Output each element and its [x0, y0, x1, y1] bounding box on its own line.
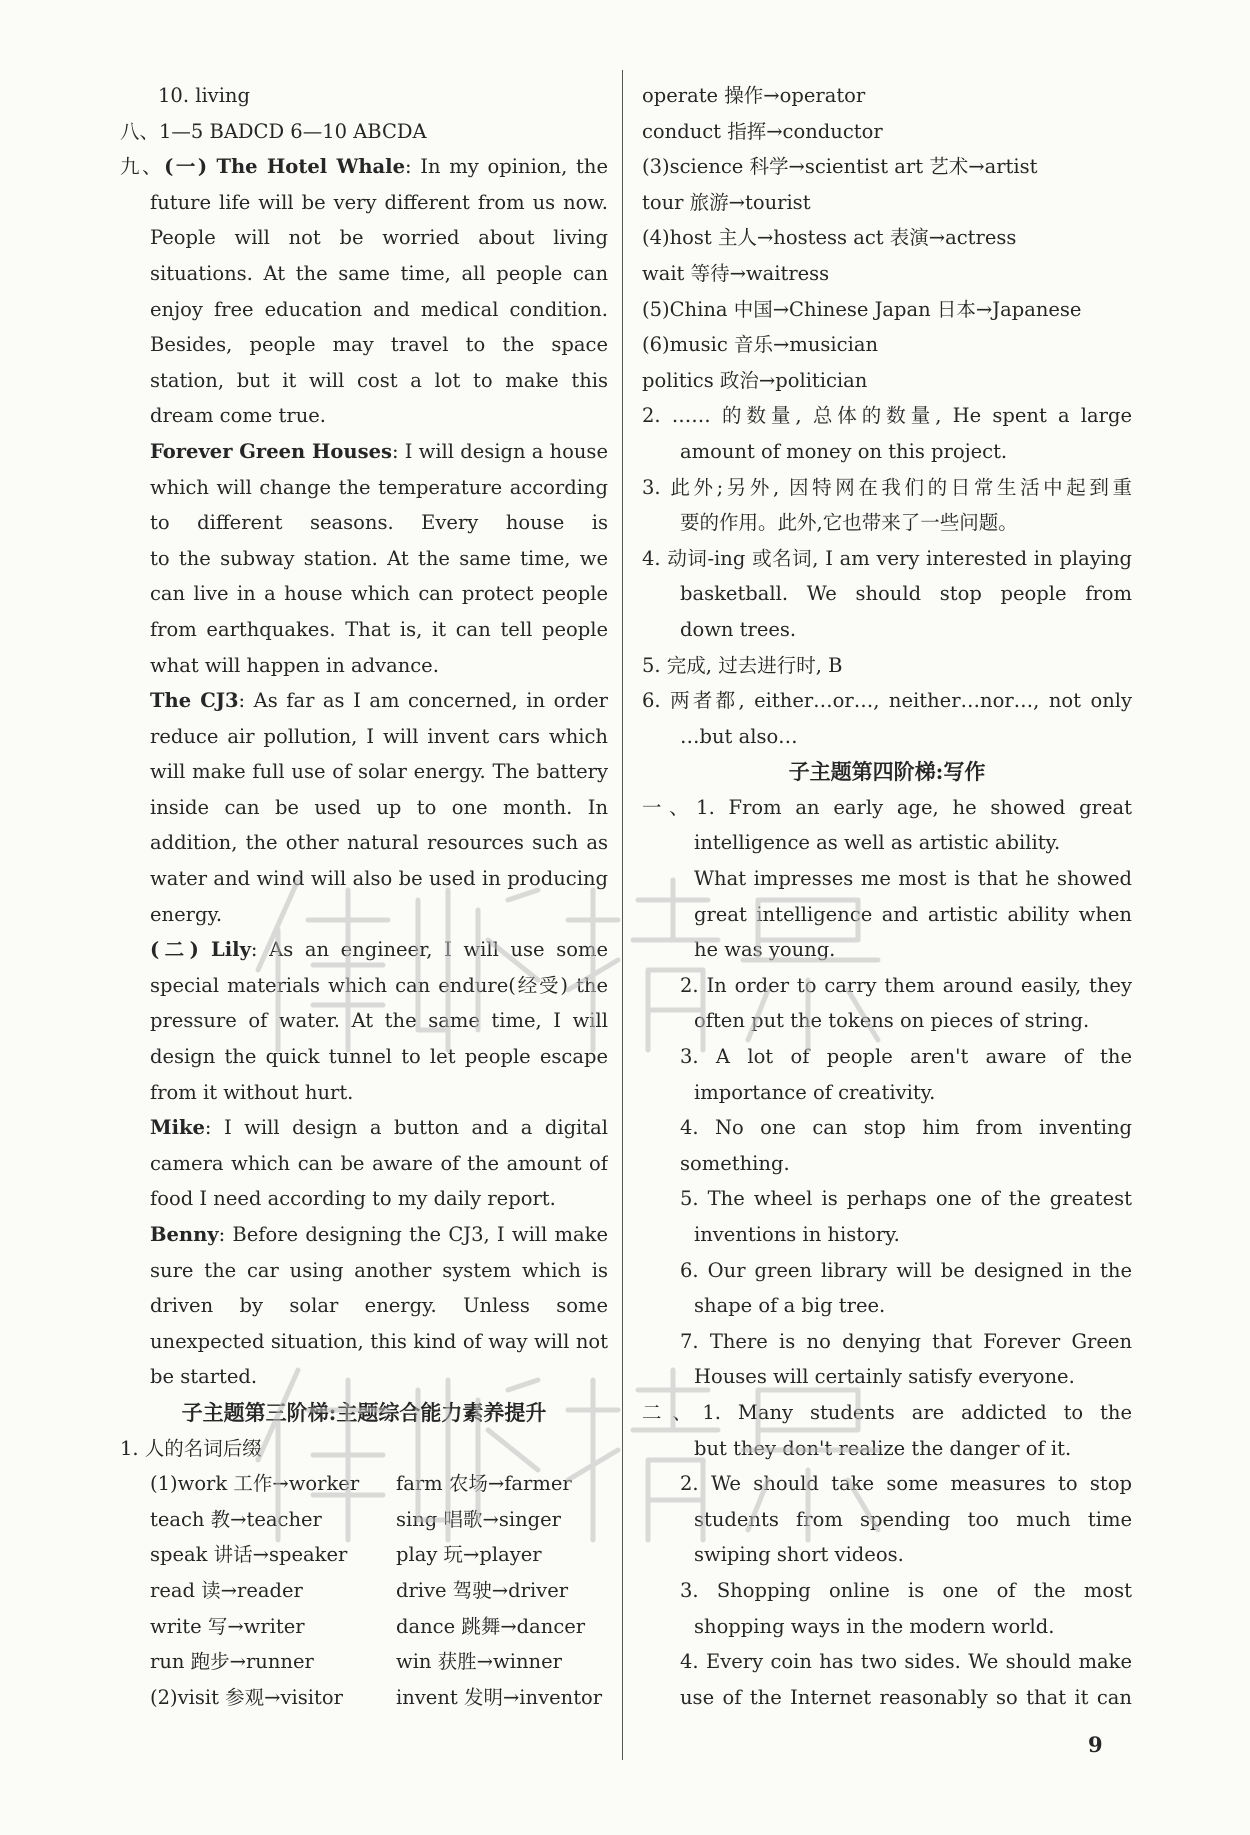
text-line: 2. We should take some measures to stop — [680, 1472, 1132, 1496]
suffix-word: run 跑步→runner — [150, 1650, 314, 1674]
text-line: pressure of water. At the same time, I will — [150, 1009, 608, 1033]
text-line: The CJ3: As far as I am concerned, in order — [150, 689, 608, 713]
text-line: from it without hurt. — [150, 1080, 354, 1104]
suffix-word: write 写→writer — [150, 1614, 305, 1638]
text-line: What impresses me most is that he showed — [694, 867, 1132, 891]
text-line: great intelligence and artistic ability when — [694, 902, 1132, 926]
text-line: (二) Lily: As an engineer, I will use some — [150, 938, 608, 962]
text-line: to different seasons. Every house is — [150, 511, 608, 535]
text-line: 二、1. Many students are addicted to the — [642, 1400, 1132, 1424]
suffix-word: farm 农场→farmer — [396, 1472, 572, 1496]
text-line: Mike: I will design a button and a digital — [150, 1116, 608, 1140]
section-heading: 子主题第四阶梯:写作 — [788, 759, 986, 785]
text-line: (6)music 音乐→musician — [642, 333, 879, 357]
text-line: 7. There is no denying that Forever Green — [680, 1329, 1132, 1353]
text-line: (5)China 中国→Chinese Japan 日本→Japanese — [642, 297, 1082, 321]
text-line: Benny: Before designing the CJ3, I will make — [150, 1223, 608, 1246]
suffix-word: speak 讲话→speaker — [150, 1543, 348, 1567]
text-line: Forever Green Houses: I will design a house — [150, 439, 608, 463]
text-line: design the quick tunnel to let people escape — [150, 1045, 608, 1069]
text-line: camera which can be aware of the amount of — [150, 1151, 608, 1175]
text-line: basketball. We should stop people from — [680, 582, 1132, 606]
text-line: students from spending too much time — [694, 1507, 1132, 1531]
suffix-row — [120, 1502, 608, 1538]
text-line: swiping short videos. — [694, 1543, 904, 1567]
right-column — [642, 78, 1132, 1715]
text-line: …but also… — [680, 724, 798, 748]
text-line: sure the car using another system which is — [150, 1258, 608, 1282]
text-line: 要的作用。此外,它也带来了一些问题。 — [680, 511, 1018, 535]
text-line: wait 等待→waitress — [642, 261, 830, 285]
text-line: 1. 人的名词后缀 — [120, 1436, 262, 1460]
suffix-row — [120, 1644, 608, 1680]
suffix-row — [120, 1573, 608, 1609]
text-line: will make full use of solar energy. The battery — [150, 760, 608, 784]
text-line: politics 政治→politician — [642, 368, 868, 392]
text-line: which will change the temperature according — [150, 475, 608, 499]
text-line: tour 旅游→tourist — [642, 190, 811, 214]
text-line: inventions in history. — [694, 1223, 900, 1246]
suffix-word: win 获胜→winner — [396, 1650, 562, 1674]
suffix-word: invent 发明→inventor — [396, 1685, 603, 1709]
text-line: can live in a house which can protect people — [150, 582, 608, 606]
text-line: driven by solar energy. Unless some — [150, 1294, 608, 1318]
text-line: unexpected situation, this kind of way will not — [150, 1329, 608, 1353]
text-line: operate 操作→operator — [642, 84, 866, 107]
left-column — [120, 78, 608, 1715]
text-line: 4. 动词-ing 或名词, I am very interested in playing — [642, 546, 1132, 570]
text-line: be started. — [150, 1365, 258, 1389]
suffix-word: (2)visit 参观→visitor — [150, 1685, 343, 1709]
text-line: water and wind will also be used in producing — [150, 867, 608, 891]
text-line: Besides, people may travel to the space — [150, 333, 608, 357]
text-line: 6. 两者都, either…or…, neither…nor…, not only — [642, 689, 1132, 713]
suffix-word: (1)work 工作→worker — [150, 1472, 360, 1496]
text-line: station, but it will cost a lot to make this — [150, 368, 608, 392]
text-line: situations. At the same time, all people can — [150, 261, 608, 285]
suffix-row — [120, 1466, 608, 1502]
text-line: addition, the other natural resources such as — [150, 831, 608, 855]
text-line: 八、1—5 BADCD 6—10 ABCDA — [120, 119, 427, 143]
suffix-word: drive 驾驶→driver — [396, 1578, 569, 1602]
text-line: (4)host 主人→hostess act 表演→actress — [642, 226, 1017, 250]
text-line: energy. — [150, 902, 223, 926]
text-line: food I need according to my daily report. — [150, 1187, 556, 1211]
text-line: 九、(一) The Hotel Whale: In my opinion, the — [120, 155, 608, 179]
suffix-word: teach 教→teacher — [150, 1507, 322, 1531]
text-line: 2. In order to carry them around easily, they — [680, 973, 1132, 997]
text-line: 4. No one can stop him from inventing — [680, 1116, 1132, 1140]
text-line: inside can be used up to one month. In — [150, 795, 608, 819]
text-line: often put the tokens on pieces of string. — [694, 1009, 1090, 1033]
text-line: to the subway station. At the same time, we — [150, 546, 608, 570]
text-line: what will happen in advance. — [150, 653, 439, 677]
text-line: use of the Internet reasonably so that it can — [680, 1685, 1132, 1709]
text-line: but they don't realize the danger of it. — [694, 1436, 1072, 1460]
text-line: 一、1. From an early age, he showed great — [642, 795, 1132, 819]
section-heading: 子主题第三阶梯:主题综合能力素养提升 — [181, 1399, 547, 1425]
text-line: intelligence as well as artistic ability. — [694, 831, 1061, 855]
text-line: shopping ways in the modern world. — [694, 1614, 1055, 1638]
text-line: Houses will certainly satisfy everyone. — [694, 1365, 1075, 1389]
text-line: 6. Our green library will be designed in the — [680, 1258, 1132, 1282]
text-line: something. — [680, 1151, 790, 1175]
text-line: he was young. — [694, 938, 836, 962]
text-line: 3. Shopping online is one of the most — [680, 1578, 1132, 1602]
text-line: dream come true. — [150, 404, 327, 428]
suffix-row — [120, 1609, 608, 1645]
text-line: future life will be very different from us now. — [150, 190, 608, 214]
text-line: conduct 指挥→conductor — [642, 119, 883, 143]
text-line: special materials which can endure(经受) the — [150, 973, 608, 997]
column-divider — [622, 70, 623, 1760]
text-line: 5. The wheel is perhaps one of the greatest — [680, 1187, 1132, 1211]
text-line: enjoy free education and medical condition. — [150, 297, 608, 321]
text-line: 2. …… 的数量, 总体的数量, He spent a large — [642, 404, 1132, 428]
text-line: 4. Every coin has two sides. We should make — [680, 1650, 1132, 1674]
suffix-word: play 玩→player — [396, 1543, 542, 1567]
text-line: amount of money on this project. — [680, 439, 1008, 463]
text-line: down trees. — [680, 617, 797, 641]
suffix-word: dance 跳舞→dancer — [396, 1614, 586, 1638]
text-line: 10. living — [158, 84, 250, 107]
text-line: from earthquakes. That is, it can tell people — [150, 617, 608, 641]
text-line: reduce air pollution, I will invent cars which — [150, 724, 608, 748]
suffix-row — [120, 1537, 608, 1573]
text-line: 3. A lot of people aren't aware of the — [680, 1045, 1132, 1069]
text-line: 3. 此外;另外, 因特网在我们的日常生活中起到重 — [642, 475, 1132, 499]
suffix-row — [120, 1680, 608, 1716]
text-line: 5. 完成, 过去进行时, B — [642, 653, 843, 677]
text-line: importance of creativity. — [694, 1080, 936, 1104]
suffix-word: sing 唱歌→singer — [396, 1507, 561, 1531]
page-number: 9 — [1088, 1732, 1103, 1757]
text-line: People will not be worried about living — [150, 226, 608, 250]
text-line: shape of a big tree. — [694, 1294, 886, 1318]
text-line: (3)science 科学→scientist art 艺术→artist — [642, 155, 1038, 179]
suffix-word: read 读→reader — [150, 1578, 303, 1602]
